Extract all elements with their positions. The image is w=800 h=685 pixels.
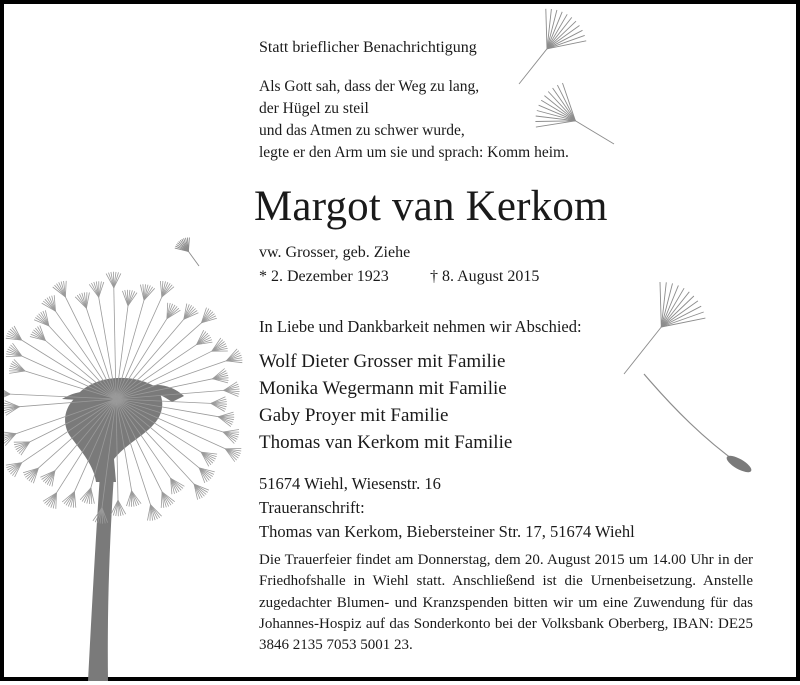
address-block bbox=[259, 472, 635, 544]
poem bbox=[259, 76, 569, 164]
poem-line: der Hügel zu steil bbox=[259, 98, 569, 120]
notice-heading: Statt brieflicher Benachrichtigung bbox=[259, 39, 477, 57]
mourners-list bbox=[259, 348, 512, 456]
deceased-maiden-name: vw. Grosser, geb. Ziehe bbox=[259, 244, 410, 262]
mourning-address: Thomas van Kerkom, Biebersteiner Str. 17, 51674 Wiehl bbox=[259, 520, 635, 544]
dandelion-seed-head bbox=[4, 272, 242, 524]
service-details: Die Trauerfeier findet am Donnerstag, dem 20. August 2015 um 14.00 Uhr in der Friedhofshalle in Wiehl statt. Anschließend ist die Urnenbeisetzung. Anstelle zugedachter Blumen- und Kranzspenden bitten wir um eine Zuwendung für das Johannes-Hospiz auf das Sonderkonto bei der Volksbank Oberberg, IBAN: DE25 3846 2135 7053 5001 23. bbox=[259, 550, 753, 656]
deceased-name: Margot van Kerkom bbox=[254, 182, 608, 231]
mourning-address-label: Traueranschrift: bbox=[259, 496, 635, 520]
birth-date: * 2. Dezember 1923 bbox=[259, 268, 389, 286]
home-address: 51674 Wiehl, Wiesenstr. 16 bbox=[259, 472, 635, 496]
death-date: † 8. August 2015 bbox=[430, 268, 539, 286]
mourner-item: Wolf Dieter Grosser mit Familie bbox=[259, 348, 512, 375]
poem-line: und das Atmen zu schwer wurde, bbox=[259, 120, 569, 142]
mourner-item: Gaby Proyer mit Familie bbox=[259, 402, 512, 429]
mourner-item: Thomas van Kerkom mit Familie bbox=[259, 429, 512, 456]
poem-line: Als Gott sah, dass der Weg zu lang, bbox=[259, 76, 569, 98]
poem-line: legte er den Arm um sie und sprach: Komm heim. bbox=[259, 142, 569, 164]
dandelion-stem bbox=[62, 378, 184, 681]
mourner-item: Monika Wegermann mit Familie bbox=[259, 375, 512, 402]
farewell-line: In Liebe und Dankbarkeit nehmen wir Abschied: bbox=[259, 317, 582, 337]
